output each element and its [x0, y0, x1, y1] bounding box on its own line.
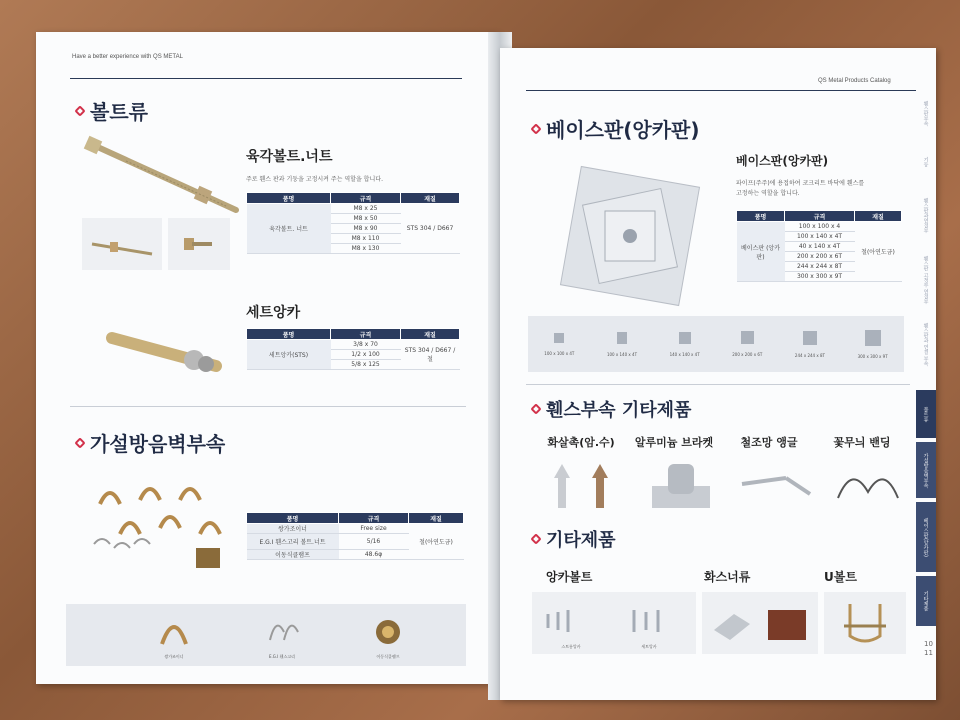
- cell-size: 1/2 x 100: [331, 350, 401, 360]
- cell-size: M8 x 110: [331, 234, 401, 244]
- table-header-row: [247, 329, 460, 340]
- header-rule: [526, 90, 916, 91]
- col-header: 재질: [409, 513, 464, 524]
- thumb-item: 200 x 200 x 6T: [719, 331, 775, 357]
- banding-image: [830, 458, 906, 512]
- hexagon-icon: [530, 533, 541, 544]
- hexagon-icon: [74, 105, 85, 116]
- table-header-row: [737, 211, 902, 222]
- left-page: [36, 32, 498, 684]
- cell-name: 이동식클램프: [247, 550, 339, 560]
- cell-size: 5/16: [339, 534, 409, 550]
- hook-image: [262, 610, 302, 650]
- section-divider: [70, 406, 466, 407]
- page-number-right: 11: [924, 649, 933, 657]
- cell-size: 48.6φ: [339, 550, 409, 560]
- page-number-left: 10: [924, 640, 933, 648]
- header-rule: [70, 78, 462, 79]
- tab-item[interactable]: 휀스판 고정부 연결부: [922, 255, 929, 305]
- thumb-item: 300 x 300 x 9T: [845, 330, 901, 359]
- baseplate-desc-2: 고정하는 역할을 합니다.: [736, 190, 800, 197]
- anchor-bolt-box: [532, 592, 696, 654]
- section-baseplate-title: 베이스판(앙카판): [532, 114, 700, 143]
- hexagon-icon: [530, 123, 541, 134]
- set-anchor-image: [98, 316, 228, 386]
- baseplate-image: [540, 156, 720, 316]
- plate-thumb: [617, 332, 627, 344]
- hexagon-icon: [74, 437, 85, 448]
- item-fastener: 화스너류: [704, 570, 751, 584]
- u-bolt-image: [834, 598, 896, 648]
- section-fence-parts-title: 휀스부속 기타제품: [532, 396, 691, 422]
- section-others-title: 기타제품: [532, 526, 616, 552]
- cell-size: M8 x 130: [331, 244, 401, 254]
- item-arrowhead: 화살촉(암.수): [547, 436, 615, 449]
- thumb-item: 100 x 100 x 4T: [531, 333, 587, 356]
- cell-material: STS 304 / D667: [401, 204, 460, 254]
- cell-size: 100 x 140 x 4T: [785, 232, 855, 242]
- cell-name: 세트앙카(STS): [247, 340, 331, 370]
- long-bolt-image: [76, 132, 246, 222]
- col-header: 품명: [247, 329, 331, 340]
- table-header-row: [247, 193, 460, 204]
- tab-item[interactable]: 휀스판부속: [922, 100, 929, 126]
- cell-material: 철(아연도금): [855, 222, 902, 282]
- section-divider: [526, 384, 910, 385]
- caption-strong-anchor: 스트롱앙카: [561, 644, 581, 649]
- tab-item[interactable]: 가설방음벽부속: [916, 442, 936, 498]
- item-banding: 꽃무늬 밴딩: [833, 436, 891, 449]
- section-soundwall-title: 가설방음벽부속: [76, 428, 225, 457]
- thumb-item: 140 x 140 x 4T: [657, 332, 713, 357]
- cell-size: 244 x 244 x 8T: [785, 262, 855, 272]
- cell-size: 100 x 100 x 4: [785, 222, 855, 232]
- table-row: [247, 340, 460, 350]
- page-numbers: [924, 640, 933, 658]
- baseplate-subtitle: 베이스판(앙카판): [736, 154, 829, 168]
- cell-name: 육각볼트. 너트: [247, 204, 331, 254]
- cell-size: 3/8 x 70: [331, 340, 401, 350]
- cell-size: 5/8 x 125: [331, 360, 401, 370]
- cell-size: Free size: [339, 524, 409, 534]
- cell-size: M8 x 90: [331, 224, 401, 234]
- plate-thumb: [679, 332, 691, 344]
- plate-thumb: [803, 331, 817, 345]
- right-header: QS Metal Products Catalog: [818, 78, 891, 84]
- arrowhead-image: [544, 456, 620, 516]
- col-header: 품명: [737, 211, 785, 222]
- cell-material: STS 304 / D667 / 철: [401, 340, 460, 370]
- table-row: [737, 222, 902, 232]
- col-header: 규격: [331, 193, 401, 204]
- tab-item-active[interactable]: 볼트류: [916, 390, 936, 438]
- caption-joiner: 쌍가조이너: [164, 654, 184, 659]
- caption-clamp: 이동식클램프: [376, 654, 400, 659]
- thumb-item: 100 x 140 x 4T: [594, 332, 650, 357]
- item-angle: 철조망 앵글: [740, 436, 798, 449]
- tab-item[interactable]: 휀스판과연결부: [922, 197, 929, 233]
- fastener-box: [702, 592, 818, 654]
- baseplate-thumbs: [528, 316, 904, 372]
- item-u-bolt: U볼트: [824, 570, 857, 584]
- plate-thumb: [865, 330, 881, 346]
- hex-bolt-title: 육각볼트.너트: [246, 149, 333, 165]
- col-header: 재질: [401, 193, 460, 204]
- hex-bolt-table: [246, 192, 460, 254]
- anchor-bolts-image: [536, 600, 692, 640]
- item-anchor-bolt: 앙카볼트: [546, 570, 593, 584]
- fasteners-image: [706, 600, 814, 646]
- tab-item[interactable]: 기타제품: [916, 576, 936, 626]
- col-header: 품명: [247, 193, 331, 204]
- col-header: 재질: [401, 329, 460, 340]
- cell-size: 200 x 200 x 6T: [785, 252, 855, 262]
- caption-hook: E.G.I 휀스고리: [268, 654, 296, 659]
- cell-name: 쌍가조이너: [247, 524, 339, 534]
- set-anchor-table: [246, 328, 460, 370]
- item-bracket: 알루미늄 브라켓: [634, 436, 714, 449]
- soundwall-table: [246, 512, 464, 560]
- col-header: 규격: [785, 211, 855, 222]
- thumb-item: 244 x 244 x 8T: [782, 331, 838, 358]
- clamp-image: [368, 610, 408, 650]
- baseplate-desc-1: 파이프(주주)에 용접하여 코크리트 바닥에 휀스를: [736, 180, 865, 187]
- cell-size: M8 x 25: [331, 204, 401, 214]
- cell-size: 300 x 300 x 9T: [785, 272, 855, 282]
- tab-item[interactable]: 베이스판(앙카판): [916, 502, 936, 572]
- bolt-anchor-thumb: [82, 218, 162, 270]
- section-bolts-title: 볼트류: [76, 96, 148, 125]
- caption-set-anchor: 세트앙카: [641, 644, 657, 649]
- table-header-row: [247, 513, 464, 524]
- hexagon-icon: [530, 403, 541, 414]
- bracket-image: [646, 458, 716, 514]
- baseplate-table: [736, 210, 902, 282]
- bolt-nut-thumb: [168, 218, 230, 270]
- plate-thumb: [741, 331, 754, 344]
- tab-item[interactable]: 휀스판과 연결 부속: [922, 323, 929, 367]
- u-bolt-box: [824, 592, 906, 654]
- hex-bolt-desc: 주로 휀스 판과 기둥을 고정시켜 주는 역할을 합니다.: [246, 176, 383, 183]
- col-header: 규격: [331, 329, 401, 340]
- soundwall-strip: [66, 604, 466, 666]
- plate-thumb: [554, 333, 564, 343]
- right-page: [500, 48, 936, 700]
- table-row: [247, 524, 464, 534]
- col-header: 재질: [855, 211, 902, 222]
- angle-image: [736, 464, 816, 504]
- soundwall-parts-image: [80, 464, 260, 584]
- joiner-image: [154, 610, 194, 650]
- table-row: [247, 204, 460, 214]
- col-header: 규격: [339, 513, 409, 524]
- cell-name: E.G.I 휀스고리 볼트.너트: [247, 534, 339, 550]
- tab-item[interactable]: 기둥: [922, 157, 929, 167]
- cell-size: 40 x 140 x 4T: [785, 242, 855, 252]
- cell-size: M8 x 50: [331, 214, 401, 224]
- cell-material: 철(아연도금): [409, 524, 464, 560]
- cell-name: 베이스판 (앙카판): [737, 222, 785, 282]
- set-anchor-title: 세트앙카: [246, 305, 301, 321]
- col-header: 품명: [247, 513, 339, 524]
- left-header: Have a better experience with QS METAL: [72, 54, 183, 60]
